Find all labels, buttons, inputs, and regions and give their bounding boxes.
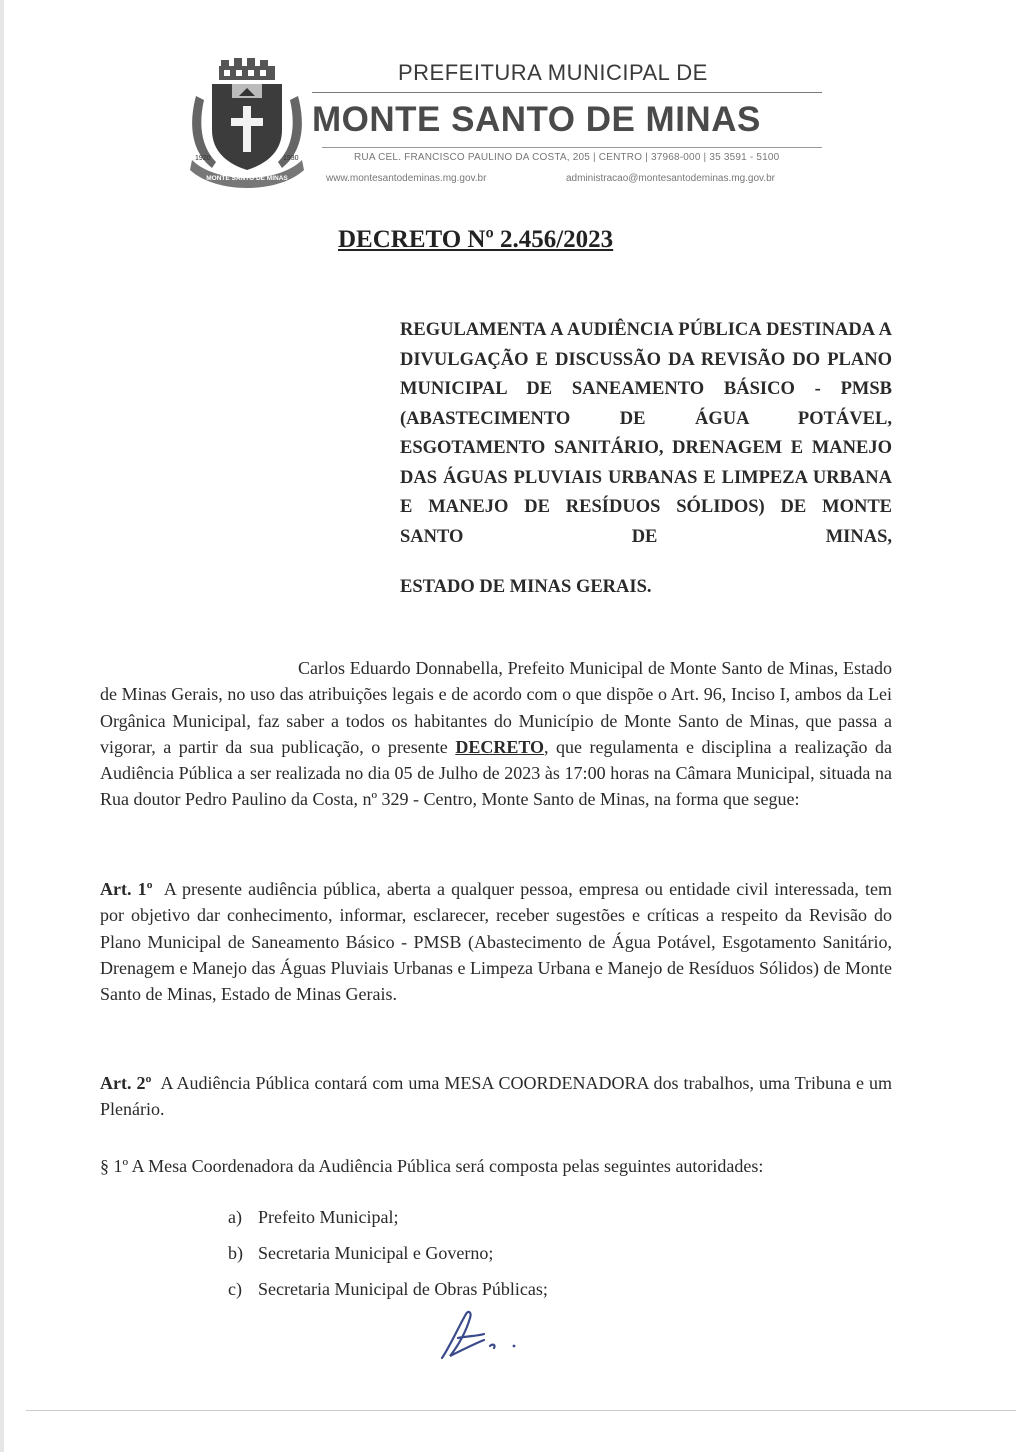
article-1-label: Art. 1º — [100, 879, 153, 899]
crest-year-left: 1920 — [195, 155, 211, 162]
header-address: RUA CEL. FRANCISCO PAULINO DA COSTA, 205 | CENTRO | 37968-000 | 35 3591 - 5100 — [354, 152, 780, 163]
intro-text-before: Carlos Eduardo Donnabella, Prefeito Municipal de Monte Santo de Minas, Estado de Minas Gerais, no uso das atribuições legais e de acordo com o que dispõe o Art. 96, Inciso I, ambos da Lei Orgânica Municipal, faz saber a todos os habitantes do Município de Monte Santo de Minas, que passa a vigorar, a partir da sua publicação, o presente — [100, 658, 892, 757]
list-item-text: Secretaria Municipal de Obras Públicas; — [258, 1279, 548, 1299]
paragraph-1: § 1º A Mesa Coordenadora da Audiência Pública será composta pelas seguintes autoridades: — [100, 1156, 764, 1176]
article-1-text: A presente audiência pública, aberta a qualquer pessoa, empresa ou entidade civil interessada, tem por objetivo dar conhecimento, informar, esclarecer, receber sugestões e críticas a respeito da Revisão do Plano Municipal de Saneamento Básico - PMSB (Abastecimento de Água Potável, Esgotamento Sanitário, Drenagem e Manejo das Águas Pluviais Urbanas e Limpeza Urbana e Manejo de Resíduos Sólidos) de Monte Santo de Minas, Estado de Minas Gerais. — [100, 879, 892, 1005]
decree-ementa: REGULAMENTA A AUDIÊNCIA PÚBLICA DESTINADA A DIVULGAÇÃO E DISCUSSÃO DA REVISÃO DO PLANO MUNICIPAL DE SANEAMENTO BÁSICO - PMSB (ABASTECIMENTO DE ÁGUA POTÁVEL, ESGOTAMENTO SANITÁRIO, DRENAGEM E MANEJO DAS ÁGUAS PLUVIAIS URBANAS E LIMPEZA URBANA E MANEJO DE RESÍDUOS SÓLIDOS) DE MONTE SANTO DE MINAS, — [400, 320, 892, 547]
decree-ementa-last-line: ESTADO DE MINAS GERAIS. — [400, 577, 652, 597]
signature-initials-icon — [428, 1306, 524, 1368]
decree-title: DECRETO Nº 2.456/2023 — [338, 226, 614, 253]
header-municipality: MONTE SANTO DE MINAS — [312, 100, 761, 139]
list-item — [228, 1240, 548, 1276]
header-rule-bottom — [322, 147, 822, 148]
intro-text-after: , que regulamenta e disciplina a realização da Audiência Pública a ser realizada no dia 05 de Julho de 2023 às 17:00 horas na Câmara Municipal, situada na Rua doutor Pedro Paulino da Costa, nº 329 - Centro, Monte Santo de Minas, na forma que segue: — [100, 736, 893, 810]
header-email: administracao@montesantodeminas.mg.gov.br — [566, 173, 775, 184]
header-rule-top — [312, 92, 822, 93]
header-prefeitura: PREFEITURA MUNICIPAL DE — [398, 60, 708, 85]
crest-ribbon-text: MONTE SANTO DE MINAS — [206, 175, 288, 182]
scan-edge — [0, 0, 4, 1452]
list-item-label: a) — [228, 1207, 242, 1227]
coat-of-arms-icon — [186, 56, 308, 188]
authorities-list — [228, 1204, 548, 1312]
header-website: www.montesantodeminas.mg.gov.br — [326, 173, 487, 184]
intro-decreto-emphasis: DECRETO — [455, 736, 545, 757]
article-1 — [100, 876, 892, 1007]
article-2-text: A Audiência Pública contará com uma MESA COORDENADORA dos trabalhos, uma Tribuna e um Plenário. — [100, 1073, 892, 1120]
article-2 — [100, 1070, 892, 1123]
list-item-text: Secretaria Municipal e Governo; — [258, 1243, 494, 1263]
list-item-text: Prefeito Municipal; — [258, 1207, 399, 1227]
crest-year-right: 1930 — [283, 155, 299, 162]
list-item — [228, 1204, 548, 1240]
page-bottom-rule — [26, 1410, 1016, 1411]
list-item-label: b) — [228, 1243, 243, 1263]
intro-paragraph — [100, 655, 892, 813]
article-2-label: Art. 2º — [100, 1073, 152, 1093]
list-item-label: c) — [228, 1279, 242, 1299]
